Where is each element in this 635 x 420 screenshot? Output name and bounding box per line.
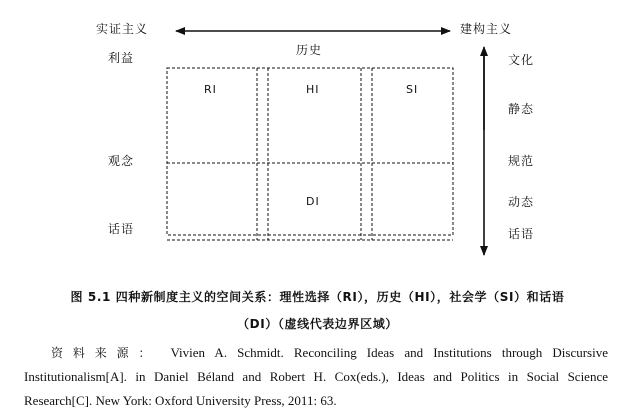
positivism-label: 实证主义: [96, 22, 149, 36]
idea-label: 观念: [108, 154, 135, 168]
si-cell-label: SI: [406, 83, 419, 96]
discourse-left-label: 话语: [108, 222, 135, 236]
discourse-right-label: 话语: [508, 227, 535, 241]
di-cell-label: DI: [306, 195, 320, 208]
figure-caption-line1: 图 5.1 四种新制度主义的空间关系：理性选择（RI），历史（HI），社会学（SI）和话语: [70, 290, 565, 304]
source-paragraph: [24, 341, 608, 413]
norm-label: 规范: [508, 154, 535, 168]
hi-cell-label: HI: [306, 83, 320, 96]
culture-label: 文化: [508, 53, 535, 67]
static-label: 静态: [508, 102, 535, 116]
history-label: 历史: [296, 43, 323, 57]
source-text: Vivien A. Schmidt. Reconciling Ideas and Institutions through Discursive Institutionalism[A]. in Daniel Béland and Robert H. Cox(eds.), Ideas and Politics in Social Science Research[C]. New York: Oxford University Press, 2011: 63.: [24, 345, 608, 408]
source-label: 资料来源：: [51, 346, 161, 360]
interest-label: 利益: [108, 51, 135, 65]
figure-caption-line2: （DI）（虚线代表边界区域）: [237, 317, 398, 331]
constructivism-label: 建构主义: [460, 22, 513, 36]
dynamic-label: 动态: [508, 195, 535, 209]
ri-cell-label: RI: [204, 83, 217, 96]
